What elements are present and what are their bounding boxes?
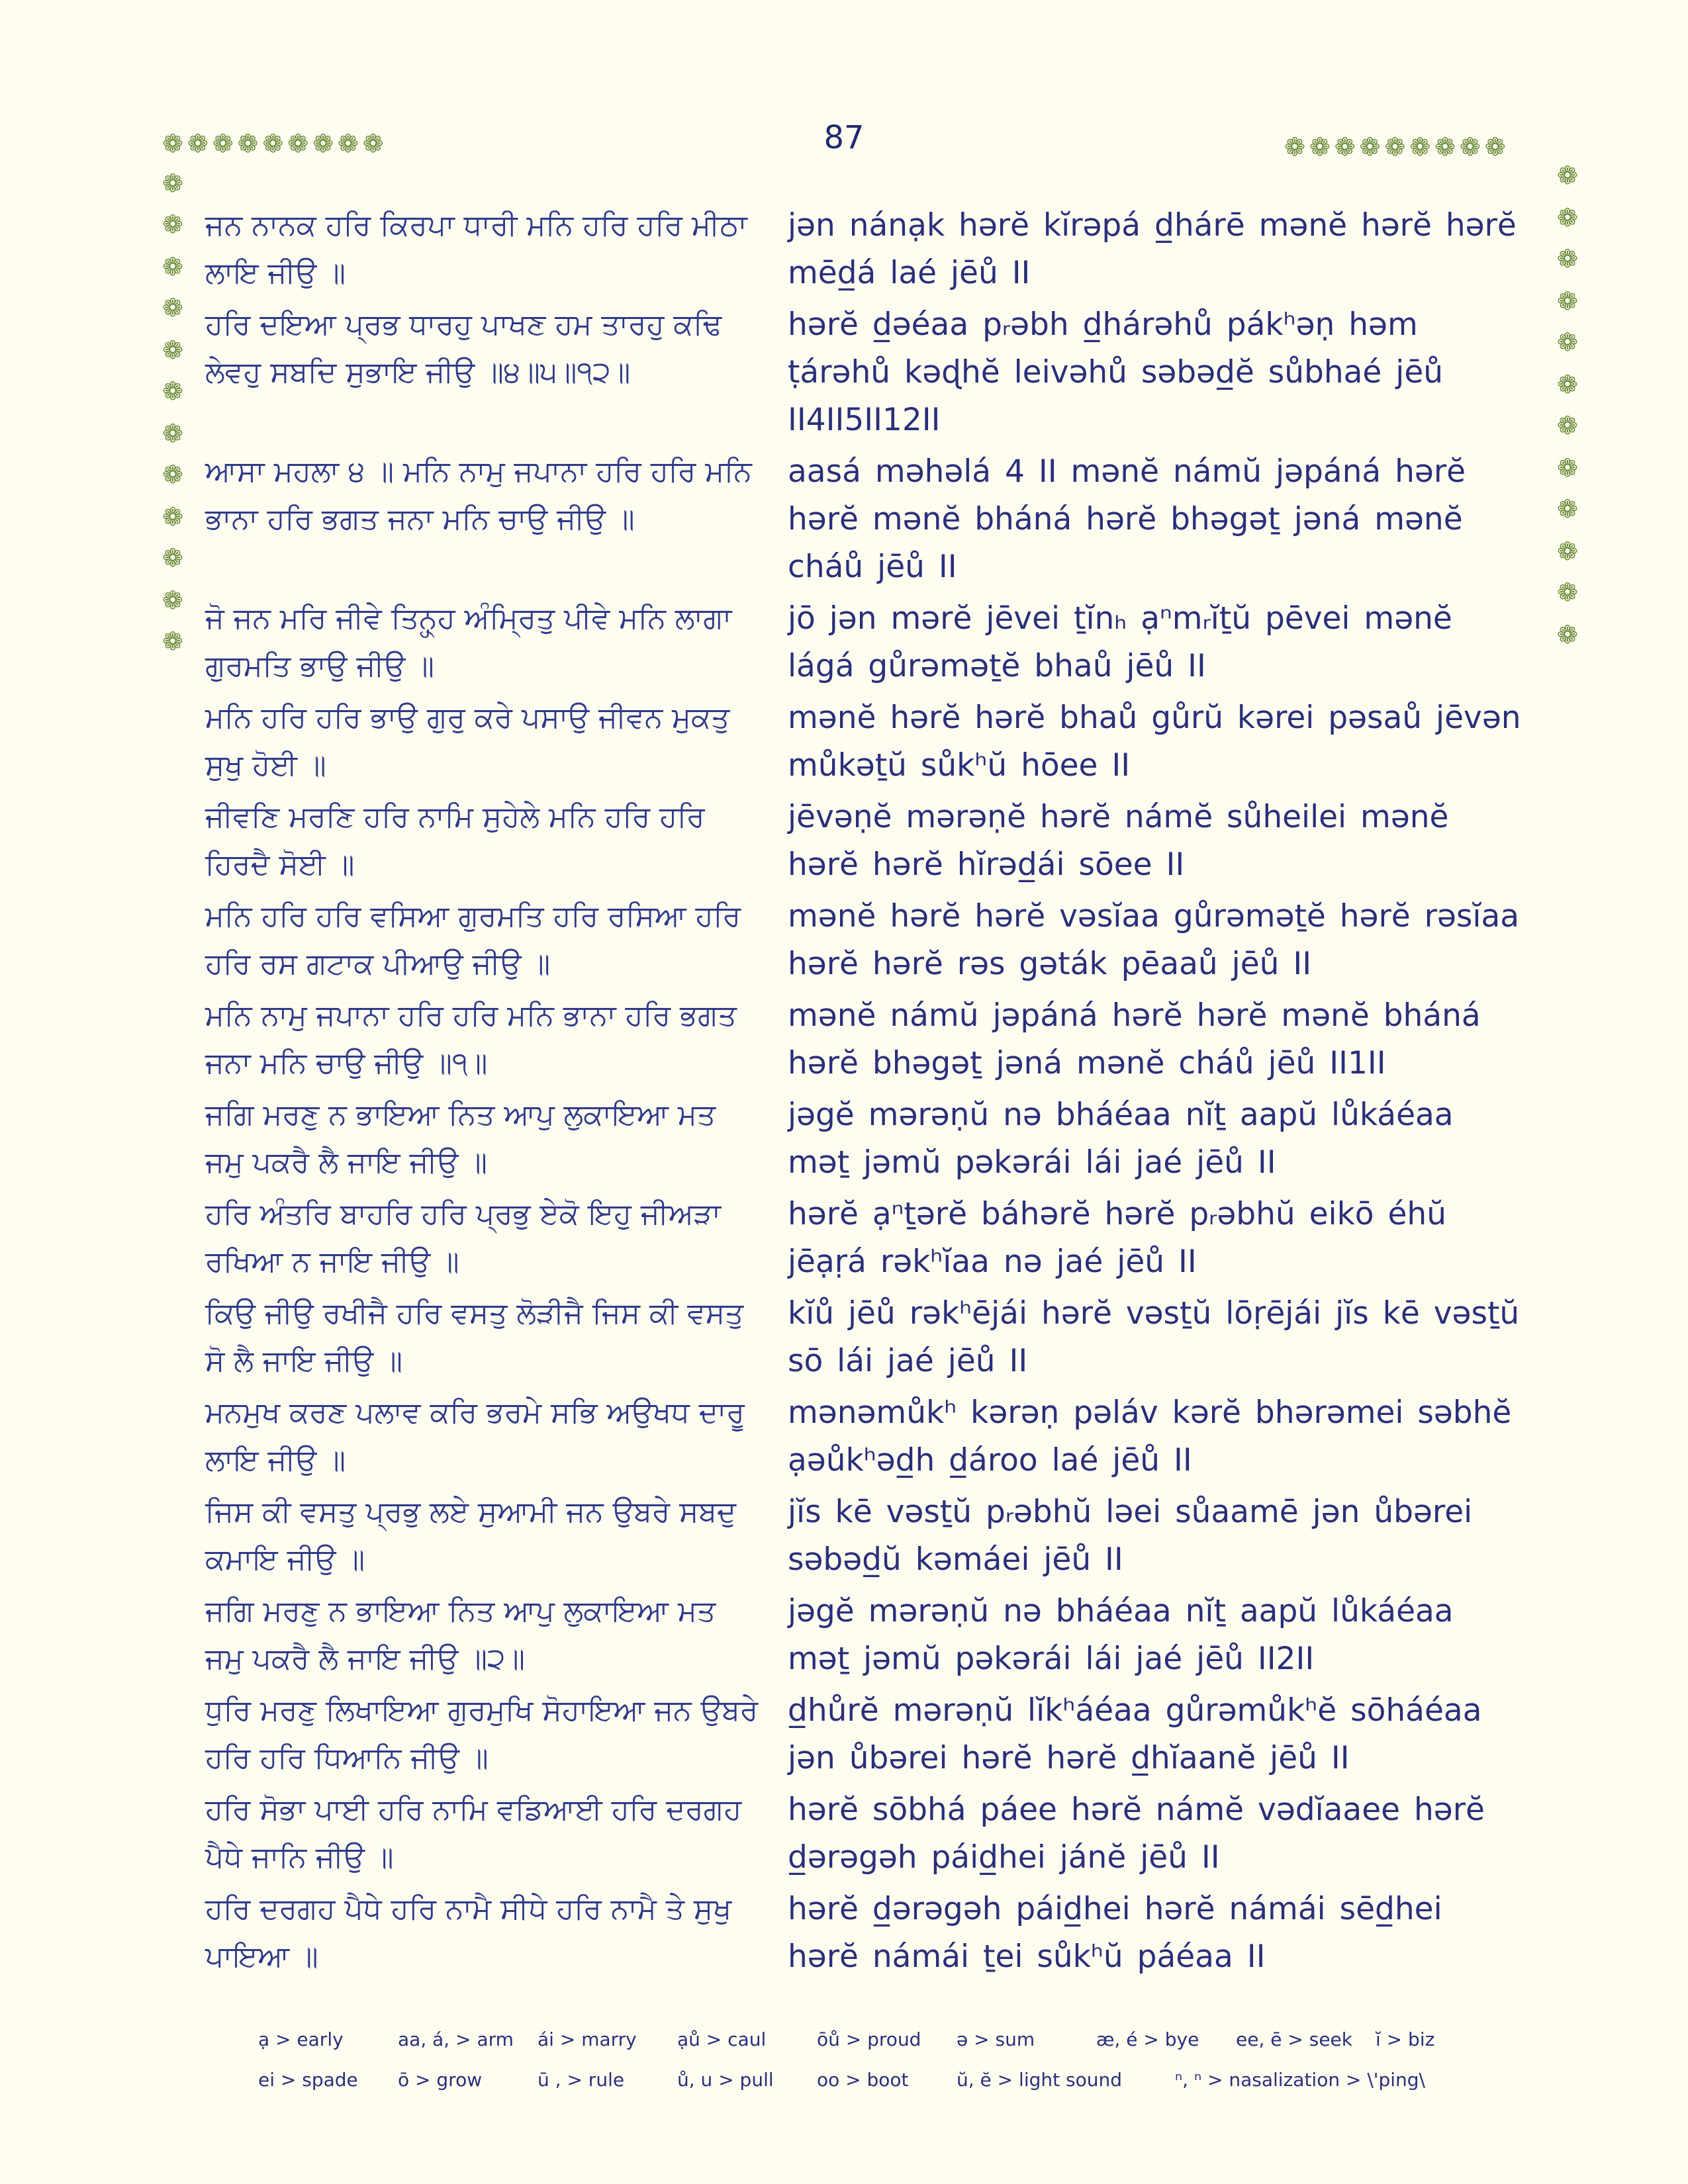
gurmukhi-text: ਜਿਸ ਕੀ ਵਸਤੁ ਪ੍ਰਭੁ ਲਏ ਸੁਆਮੀ ਜਨ ਉਬਰੇ ਸਬਦੁ ਕਮਾਇ ਜੀਉ ॥ <box>205 1495 737 1576</box>
flower-icon: ❁ <box>1557 494 1578 523</box>
verse-pair <box>205 1389 1523 1484</box>
verse-pair <box>205 1786 1523 1882</box>
legend-row <box>258 2069 1516 2091</box>
legend-item: ⁿ, ⁿ > nasalization > \'ping\ <box>1175 2069 1425 2091</box>
transliteration-text: hərĕ d̲ərəgəh páid̲hei hərĕ námái sēd̲hei hərĕ námái ṯei sůkʰŭ páéaa II <box>788 1891 1442 1975</box>
flower-icon: ❁ <box>162 627 183 656</box>
flower-icon: ❁ <box>1409 132 1431 161</box>
flower-icon: ❁ <box>162 210 183 239</box>
legend-item: ĭ > biz <box>1376 2028 1435 2050</box>
gurmukhi-text: ਮਨਿ ਹਰਿ ਹਰਿ ਵਸਿਆ ਗੁਰਮਤਿ ਹਰਿ ਰਸਿਆ ਹਰਿ ਹਰਿ ਰਸ ਗਟਾਕ ਪੀਆਉ ਜੀਉ ॥ <box>205 899 741 981</box>
flower-icon: ❁ <box>1557 537 1578 566</box>
flower-icon: ❁ <box>162 129 183 158</box>
legend-item: ái > marry <box>538 2028 637 2050</box>
gurmukhi-text: ਜੀਵਣਿ ਮਰਣਿ ਹਰਿ ਨਾਮਿ ਸੁਹੇਲੇ ਮਨਿ ਹਰਿ ਹਰਿ ਹਿਰਦੈ ਸੋਈ ॥ <box>205 800 705 882</box>
gurmukhi-text: ਹਰਿ ਸੋਭਾ ਪਾਈ ਹਰਿ ਨਾਮਿ ਵਡਿਆਈ ਹਰਿ ਦਰਗਹ ਪੈਧੇ ਜਾਨਿ ਜੀਉ ॥ <box>205 1793 742 1874</box>
transliteration-text: jō jən mərĕ jēvei ṯĭnₕ ạⁿmᵣĭṯŭ pēvei mənĕ lágá gůrəməṯĕ bhaů jēů II <box>788 600 1452 684</box>
transliteration-text: hərĕ sōbhá páee hərĕ námĕ vədĭaaee hərĕ d̲ərəgəh páid̲hei jánĕ jēů II <box>788 1792 1485 1876</box>
verse-pair <box>205 1191 1523 1286</box>
verse-pair <box>205 202 1523 297</box>
legend-item: ū , > rule <box>538 2069 625 2091</box>
flower-icon: ❁ <box>1384 132 1406 161</box>
gurmukhi-text: ਜਗਿ ਮਰਣੁ ਨ ਭਾਇਆ ਨਿਤ ਆਪੁ ਲੁਕਾਇਆ ਮਤ ਜਮੁ ਪਕਰੈ ਲੈ ਜਾਇ ਜੀਉ ॥ <box>205 1098 716 1179</box>
legend-item: ee, ē > seek <box>1236 2028 1352 2050</box>
verse-pair <box>205 992 1523 1087</box>
legend-item: ạ > early <box>258 2028 344 2050</box>
ornament-row-top-left <box>162 131 384 156</box>
legend-item: oo > boot <box>817 2069 909 2091</box>
legend-item: ů, u > pull <box>677 2069 774 2091</box>
flower-icon: ❁ <box>1557 328 1578 357</box>
flower-icon: ❁ <box>162 293 183 322</box>
flower-icon: ❁ <box>1557 578 1578 607</box>
flower-icon: ❁ <box>1557 453 1578 482</box>
verse-pair <box>205 1886 1523 1981</box>
verse-pair <box>205 1687 1523 1782</box>
transliteration-text: mənĕ námŭ jəpáná hərĕ hərĕ mənĕ bháná hərĕ bhəgəṯ jəná mənĕ cháů jēů II1II <box>788 997 1481 1081</box>
gurmukhi-text: ਜੋ ਜਨ ਮਰਿ ਜੀਵੇ ਤਿਨ੍ਹ੍ਹ ਅੰਮ੍ਰਿਤੁ ਪੀਵੇ ਮਨਿ ਲਾਗਾ ਗੁਰਮਤਿ ਭਾਉ ਜੀਉ ॥ <box>205 602 732 683</box>
flower-icon: ❁ <box>212 129 234 158</box>
gurmukhi-text: ਜਨ ਨਾਨਕ ਹਰਿ ਕਿਰਪਾ ਧਾਰੀ ਮਨਿ ਹਰਿ ਹਰਿ ਮੀਠਾ ਲਾਇ ਜੀਉ ॥ <box>205 208 747 290</box>
legend-item: æ, é > bye <box>1096 2028 1199 2050</box>
flower-icon: ❁ <box>312 129 334 158</box>
ornament-row-top-right <box>1284 134 1506 159</box>
gurmukhi-text: ਹਰਿ ਦਇਆ ਪ੍ਰਭ ਧਾਰਹੁ ਪਾਖਣ ਹਮ ਤਾਰਹੁ ਕਢਿ ਲੇਵਹੁ ਸਬਦਿ ਸੁਭਾਇ ਜੀਉ ॥੪॥੫॥੧੨॥ <box>205 308 722 389</box>
flower-icon: ❁ <box>162 252 183 281</box>
pronunciation-legend <box>258 2028 1516 2109</box>
flower-icon: ❁ <box>1557 244 1578 273</box>
transliteration-text: hərĕ ạⁿṯərĕ báhərĕ hərĕ pᵣəbhŭ eikō éhŭ jēạṛá rəkʰĭaa nə jaé jēů II <box>788 1196 1446 1280</box>
flower-icon: ❁ <box>237 129 259 158</box>
flower-icon: ❁ <box>1557 411 1578 440</box>
legend-item: ō > grow <box>398 2069 483 2091</box>
verse-pair <box>205 301 1523 444</box>
flower-icon: ❁ <box>1309 132 1331 161</box>
flower-icon: ❁ <box>1557 287 1578 316</box>
flower-icon: ❁ <box>162 586 183 615</box>
transliteration-text: jəgĕ mərəṇŭ nə bháéaa nĭṯ aapŭ lůkáéaa məṯ jəmŭ pəkərái lái jaé jēů II <box>788 1097 1454 1181</box>
flower-icon: ❁ <box>1284 132 1305 161</box>
flower-icon: ❁ <box>262 129 284 158</box>
flower-icon: ❁ <box>1557 370 1578 399</box>
gurmukhi-text: ਹਰਿ ਦਰਗਹ ਪੈਧੇ ਹਰਿ ਨਾਮੈ ਸੀਧੇ ਹਰਿ ਨਾਮੈ ਤੇ ਸੁਖੁ ਪਾਇਆ ॥ <box>205 1892 732 1974</box>
gurmukhi-text: ਹਰਿ ਅੰਤਰਿ ਬਾਹਰਿ ਹਰਿ ਪ੍ਰਭੁ ਏਕੋ ਇਹੁ ਜੀਅੜਾ ਰਖਿਆ ਨ ਜਾਇ ਜੀਉ ॥ <box>205 1197 722 1279</box>
flower-icon: ❁ <box>287 129 309 158</box>
flower-icon: ❁ <box>337 129 359 158</box>
gurmukhi-text: ਮਨਿ ਨਾਮੁ ਜਪਾਨਾ ਹਰਿ ਹਰਿ ਮਨਿ ਭਾਨਾ ਹਰਿ ਭਗਤ ਜਨਾ ਮਨਿ ਚਾਉ ਜੀਉ ॥੧॥ <box>205 999 737 1080</box>
transliteration-text: mənĕ hərĕ hərĕ vəsĭaa gůrəməṯĕ hərĕ rəsĭaa hərĕ hərĕ rəs gəták pēaaů jēů II <box>788 898 1520 982</box>
verse-pair <box>205 893 1523 988</box>
verse-pair <box>205 794 1523 889</box>
legend-item: ei > spade <box>258 2069 358 2091</box>
transliteration-text: mənəmůkʰ kərəṇ pəláv kərĕ bhərəmei səbhĕ ạəůkʰəd̲h d̲ároo laé jēů II <box>788 1394 1512 1479</box>
verse-pair <box>205 694 1523 790</box>
verse-pair <box>205 1290 1523 1385</box>
legend-item: ŭ, ĕ > light sound <box>957 2069 1122 2091</box>
verse-pair <box>205 595 1523 690</box>
transliteration-text: d̲hůrĕ mərəṇŭ lĭkʰáéaa gůrəmůkʰĕ sōháéaa jən ůbərei hərĕ hərĕ d̲hĭaanĕ jēů II <box>788 1692 1482 1776</box>
flower-icon: ❁ <box>162 502 183 531</box>
flower-icon: ❁ <box>162 460 183 489</box>
gurmukhi-text: ਜਗਿ ਮਰਣੁ ਨ ਭਾਇਆ ਨਿਤ ਆਪੁ ਲੁਕਾਇਆ ਮਤ ਜਮੁ ਪਕਰੈ ਲੈ ਜਾਇ ਜੀਉ ॥੨॥ <box>205 1594 716 1676</box>
gurmukhi-text: ਕਿਉ ਜੀਉ ਰਖੀਜੈ ਹਰਿ ਵਸਤੁ ਲੋੜੀਜੈ ਜਿਸ ਕੀ ਵਸਤੁ ਸੋ ਲੈ ਜਾਇ ਜੀਉ ॥ <box>205 1297 744 1378</box>
flower-icon: ❁ <box>1359 132 1381 161</box>
legend-item: ōů > proud <box>817 2028 921 2050</box>
legend-row <box>258 2028 1516 2050</box>
gurmukhi-text: ਮਨਿ ਹਰਿ ਹਰਿ ਭਾਉ ਗੁਰੁ ਕਰੇ ਪਸਾਉ ਜੀਵਨ ਮੁਕਤੁ ਸੁਖੁ ਹੋਈ ॥ <box>205 701 730 782</box>
flower-icon: ❁ <box>162 336 183 365</box>
transliteration-text: aasá məhəlá 4 II mənĕ námŭ jəpáná hərĕ hərĕ mənĕ bháná hərĕ bhəgəṯ jəná mənĕ cháů jēů II <box>788 453 1466 585</box>
flower-icon: ❁ <box>1334 132 1356 161</box>
verse-pair <box>205 1091 1523 1187</box>
flower-icon: ❁ <box>187 129 209 158</box>
gurmukhi-text: ਆਸਾ ਮਹਲਾ ੪ ॥ ਮਨਿ ਨਾਮੁ ਜਪਾਨਾ ਹਰਿ ਹਰਿ ਮਨਿ ਭਾਨਾ ਹਰਿ ਭਗਤ ਜਨਾ ਮਨਿ ਚਾਉ ਜੀਉ ॥ <box>205 455 752 536</box>
page-number: 87 <box>823 119 865 156</box>
transliteration-text: hərĕ d̲əéaa pᵣəbh d̲hárəhů pákʰəṇ həm ṭárəhů kəɖhĕ leivəhů səbəd̲ĕ sůbhaé jēů II4II5II12II <box>788 306 1444 438</box>
flower-icon: ❁ <box>1434 132 1456 161</box>
flower-icon: ❁ <box>1557 161 1578 190</box>
legend-item: ə > sum <box>957 2028 1035 2050</box>
verse-pair <box>205 448 1523 591</box>
legend-item: ạů > caul <box>677 2028 767 2050</box>
transliteration-text: jĭs kē vəsṯŭ pᵣəbhŭ ləei sůaamē jən ůbərei səbəd̲ŭ kəmáei jēů II <box>788 1494 1473 1578</box>
verse-list <box>205 202 1523 1985</box>
gurmukhi-text: ਧੁਰਿ ਮਰਣੁ ਲਿਖਾਇਆ ਗੁਰਮੁਖਿ ਸੋਹਾਇਆ ਜਨ ਉਬਰੇ ਹਰਿ ਹਰਿ ਧਿਆਨਿ ਜੀਉ ॥ <box>205 1694 759 1775</box>
flower-icon: ❁ <box>1484 132 1506 161</box>
flower-icon: ❁ <box>162 543 183 572</box>
gurmukhi-text: ਮਨਮੁਖ ਕਰਣ ਪਲਾਵ ਕਰਿ ਭਰਮੇ ਸਭਿ ਅਉਖਧ ਦਾਰੂ ਲਾਇ ਜੀਉ ॥ <box>205 1396 745 1477</box>
flower-icon: ❁ <box>1557 620 1578 649</box>
flower-icon: ❁ <box>162 419 183 448</box>
transliteration-text: jən nánạk hərĕ kĭrəpá d̲hárē mənĕ hərĕ hərĕ mēd̲á laé jēů II <box>788 207 1517 291</box>
flower-icon: ❁ <box>1459 132 1481 161</box>
transliteration-text: jəgĕ mərəṇŭ nə bháéaa nĭṯ aapŭ lůkáéaa məṯ jəmŭ pəkərái lái jaé jēů II2II <box>788 1593 1454 1677</box>
flower-icon: ❁ <box>362 129 384 158</box>
flower-icon: ❁ <box>162 169 183 198</box>
transliteration-text: kĭů jēů rəkʰējái hərĕ vəsṯŭ lōṛējái jĭs kē vəsṯŭ sō lái jaé jēů II <box>788 1295 1520 1379</box>
transliteration-text: jēvəṇĕ mərəṇĕ hərĕ námĕ sůheilei mənĕ hərĕ hərĕ hĭrəd̲ái sōee II <box>788 799 1449 883</box>
transliteration-text: mənĕ hərĕ hərĕ bhaů gůrŭ kərei pəsaů jēvən můkəṯŭ sůkʰŭ hōee II <box>788 700 1521 784</box>
verse-pair <box>205 1488 1523 1584</box>
flower-icon: ❁ <box>162 377 183 406</box>
legend-item: aa, á, > arm <box>398 2028 514 2050</box>
verse-pair <box>205 1588 1523 1683</box>
flower-icon: ❁ <box>1557 203 1578 232</box>
